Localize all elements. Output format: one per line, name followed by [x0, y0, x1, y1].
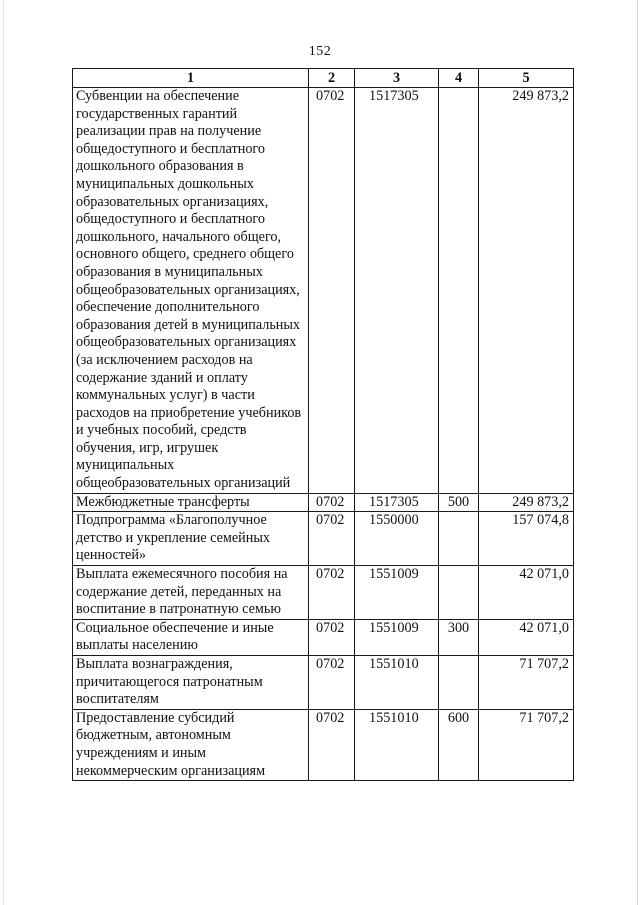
- header-col-3: 3: [355, 69, 439, 88]
- row-name: Выплата ежемесячного пособия на содержание детей, переданных на воспитание в патронатную семью: [73, 566, 309, 620]
- row-section: 0702: [309, 493, 355, 512]
- row-name: Субвенции на обеспечение государственных гарантий реализации прав на получение общедоступного и бесплатного дошкольного образования в муниципальных дошкольных образовательных организациях, общедоступного и бесплатного дошкольного, начального общего, основного общего, среднего общего образования в муниципальных общеобразовательных организациях, обеспечение дополнительного образования детей в муниципальных общеобразовательных организациях (за исключением расходов на содержание зданий и оплату коммунальных услуг) в части расходов на приобретение учебников и учебных пособий, средств обучения, игр, игрушек муниципальных общеобразовательных организаций: [73, 88, 309, 494]
- table-row: [73, 566, 574, 620]
- table-row: [73, 709, 574, 780]
- row-target-article: 1517305: [355, 493, 439, 512]
- row-section: 0702: [309, 619, 355, 655]
- row-section: 0702: [309, 566, 355, 620]
- table-body: [73, 88, 574, 781]
- row-name: Выплата вознаграждения, причитающегося патронатным воспитателям: [73, 656, 309, 710]
- table-row: [73, 493, 574, 512]
- row-expense-type: [439, 88, 479, 494]
- header-col-5: 5: [479, 69, 574, 88]
- row-name: Подпрограмма «Благополучное детство и укрепление семейных ценностей»: [73, 512, 309, 566]
- row-target-article: 1551009: [355, 619, 439, 655]
- row-amount: 71 707,2: [479, 709, 574, 780]
- row-expense-type: 300: [439, 619, 479, 655]
- header-col-4: 4: [439, 69, 479, 88]
- row-amount: 249 873,2: [479, 88, 574, 494]
- header-col-1: 1: [73, 69, 309, 88]
- row-target-article: 1551010: [355, 656, 439, 710]
- scan-edge-left: [3, 0, 4, 905]
- row-target-article: 1550000: [355, 512, 439, 566]
- row-name: Межбюджетные трансферты: [73, 493, 309, 512]
- header-col-2: 2: [309, 69, 355, 88]
- header-row: [73, 69, 574, 88]
- page-number: 152: [308, 44, 332, 59]
- row-expense-type: [439, 566, 479, 620]
- scan-edge-right: [637, 0, 638, 905]
- row-section: 0702: [309, 512, 355, 566]
- budget-table: [72, 68, 574, 781]
- row-expense-type: 600: [439, 709, 479, 780]
- row-amount: 71 707,2: [479, 656, 574, 710]
- table-row: [73, 619, 574, 655]
- row-expense-type: 500: [439, 493, 479, 512]
- row-expense-type: [439, 656, 479, 710]
- row-name: Социальное обеспечение и иные выплаты населению: [73, 619, 309, 655]
- row-amount: 157 074,8: [479, 512, 574, 566]
- row-target-article: 1551009: [355, 566, 439, 620]
- row-name: Предоставление субсидий бюджетным, автономным учреждениям и иным некоммерческим организациям: [73, 709, 309, 780]
- table-row: [73, 656, 574, 710]
- row-target-article: 1517305: [355, 88, 439, 494]
- row-amount: 42 071,0: [479, 619, 574, 655]
- table-row: [73, 512, 574, 566]
- table-header: [73, 69, 574, 88]
- row-section: 0702: [309, 88, 355, 494]
- row-amount: 42 071,0: [479, 566, 574, 620]
- row-section: 0702: [309, 709, 355, 780]
- row-amount: 249 873,2: [479, 493, 574, 512]
- row-expense-type: [439, 512, 479, 566]
- row-section: 0702: [309, 656, 355, 710]
- row-target-article: 1551010: [355, 709, 439, 780]
- table-row: [73, 88, 574, 494]
